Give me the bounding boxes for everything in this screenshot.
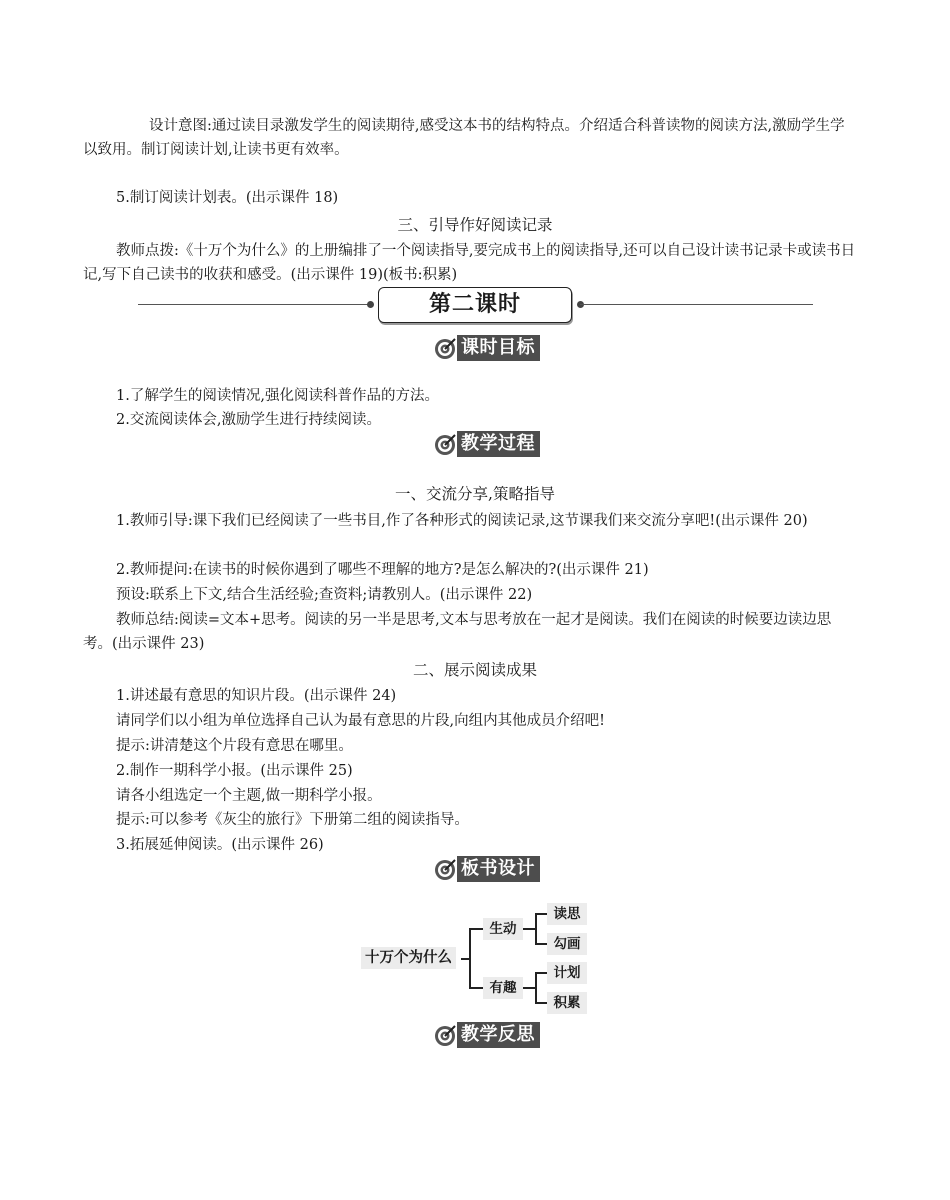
- diagram-root: 十万个为什么: [361, 947, 456, 969]
- connector: [535, 972, 547, 974]
- part-2-line-6: 提示:可以参考《灰尘的旅行》下册第二组的阅读指导。: [116, 812, 469, 828]
- part-2-line-7: 3.拓展延伸阅读。(出示课件 26): [116, 837, 324, 853]
- step-5-text: 5.制订阅读计划表。(出示课件 18): [116, 190, 339, 206]
- connector: [469, 928, 471, 988]
- lesson-title: 第二课时: [378, 287, 572, 323]
- target-icon: [433, 432, 457, 456]
- design-intent-paragraph: 设计意图:通过读目录激发学生的阅读期待,感受这本书的结构特点。介绍适合科普读物的阅读方法,激励学生学以致用。制订阅读计划,让读书更有效率。: [83, 118, 845, 158]
- part-1-para-3: 预设:联系上下文,结合生活经验;查资料;请教别人。(出示课件 22): [116, 587, 533, 603]
- badge-reflection-label: 教学反思: [457, 1022, 540, 1048]
- left-rule: [138, 304, 370, 305]
- section-3-paragraph: 教师点拨:《十万个为什么》的上册编排了一个阅读指导,要完成书上的阅读指导,还可以自己设计读书记录卡或读书日记,写下自己读书的收获和感受。(出示课件 19)(板书:积累): [83, 243, 856, 283]
- connector: [469, 928, 483, 930]
- part-1-para-2: 2.教师提问:在读书的时候你遇到了哪些不理解的地方?是怎么解决的?(出示课件 21): [116, 562, 649, 578]
- part-2-line-1: 1.讲述最有意思的知识片段。(出示课件 24): [116, 688, 397, 704]
- badge-goals-label: 课时目标: [457, 335, 540, 361]
- connector: [535, 1002, 547, 1004]
- part-2-line-4: 2.制作一期科学小报。(出示课件 25): [116, 763, 353, 779]
- part-1-para-1: 1.教师引导:课下我们已经阅读了一些书目,作了各种形式的阅读记录,这节课我们来交流分享吧!(出示课件 20): [116, 513, 808, 529]
- badge-process-label: 教学过程: [457, 431, 540, 457]
- connector: [535, 913, 547, 915]
- goal-1: 1.了解学生的阅读情况,强化阅读科普作品的方法。: [116, 388, 439, 404]
- goal-2: 2.交流阅读体会,激励学生进行持续阅读。: [116, 412, 381, 428]
- diagram-leaf-1: 读思: [547, 903, 587, 925]
- part-1-para-4: 教师总结:阅读=文本+思考。阅读的另一半是思考,文本与思考放在一起才是阅读。我们在阅读的时候要边读边思考。(出示课件 23): [83, 612, 832, 652]
- part-2-heading: 二、展示阅读成果: [412, 661, 537, 679]
- connector: [523, 987, 535, 989]
- left-dot: [367, 301, 374, 308]
- diagram-leaf-4: 积累: [547, 992, 587, 1014]
- target-icon: [433, 1023, 457, 1047]
- section-3-heading: 三、引导作好阅读记录: [397, 216, 553, 234]
- lesson-title-banner: [138, 285, 813, 325]
- diagram-leaf-3: 计划: [547, 962, 587, 984]
- connector: [535, 913, 537, 944]
- diagram-branch-2: 有趣: [483, 977, 523, 999]
- connector: [535, 972, 537, 1003]
- part-1-heading: 一、交流分享,策略指导: [395, 485, 555, 503]
- right-rule: [580, 304, 813, 305]
- connector: [523, 928, 535, 930]
- connector: [469, 987, 483, 989]
- connector: [535, 943, 547, 945]
- diagram-branch-1: 生动: [483, 918, 523, 940]
- badge-board-label: 板书设计: [457, 856, 540, 882]
- part-2-line-2: 请同学们以小组为单位选择自己认为最有意思的片段,向组内其他成员介绍吧!: [116, 713, 605, 729]
- part-2-line-5: 请各小组选定一个主题,做一期科学小报。: [116, 788, 382, 804]
- part-2-line-3: 提示:讲清楚这个片段有意思在哪里。: [116, 738, 353, 754]
- board-design-diagram: [355, 898, 605, 1023]
- target-icon: [433, 336, 457, 360]
- target-icon: [433, 857, 457, 881]
- diagram-leaf-2: 勾画: [547, 933, 587, 955]
